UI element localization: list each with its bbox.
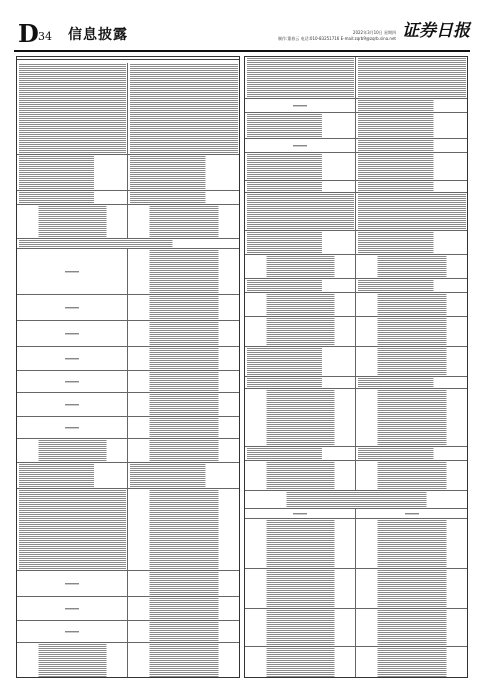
text-block — [130, 322, 238, 345]
table-row — [245, 57, 467, 99]
date-line: 2022年3月10日 星期四 — [352, 30, 396, 35]
text-block — [247, 378, 354, 387]
table-row — [17, 205, 239, 239]
table-cell — [128, 249, 239, 294]
table-cell — [356, 647, 467, 678]
text-block — [358, 58, 466, 97]
table-row — [245, 255, 467, 279]
row-label — [293, 145, 307, 146]
table-row — [245, 519, 467, 569]
text-block — [19, 206, 126, 237]
table-cell — [17, 321, 128, 346]
table-cell — [128, 63, 239, 154]
text-block — [358, 182, 466, 191]
table-cell — [17, 249, 128, 294]
table-cell — [356, 509, 467, 518]
table-cell — [245, 57, 356, 98]
section-title: 信息披露 — [68, 27, 128, 43]
row-label — [65, 427, 79, 428]
text-block — [130, 296, 238, 319]
text-block — [130, 372, 238, 391]
text-block — [247, 448, 354, 459]
table-row — [17, 393, 239, 417]
table-cell — [17, 489, 128, 570]
table-cell — [128, 155, 239, 190]
table-cell — [356, 57, 467, 98]
text-block — [19, 240, 238, 247]
table-row — [245, 347, 467, 377]
disclosure-table-left — [16, 56, 240, 678]
table-row — [245, 609, 467, 647]
table-cell — [245, 99, 356, 112]
text-block — [358, 280, 466, 291]
section-number: 34 — [38, 30, 52, 43]
row-label — [65, 381, 79, 382]
table-cell — [245, 491, 467, 508]
table-row — [17, 347, 239, 371]
row-label — [65, 358, 79, 359]
table-cell — [356, 153, 467, 180]
table-cell — [128, 463, 239, 488]
table-cell — [356, 447, 467, 460]
text-block — [130, 490, 238, 569]
table-row — [245, 231, 467, 255]
text-block — [358, 378, 466, 387]
table-row — [17, 571, 239, 597]
text-block — [247, 232, 354, 253]
contact-line: 制作:董春云 电话:010-83251716 E-mail:zqrb9@zqrb.sina.net — [277, 36, 396, 41]
table-cell — [245, 609, 356, 646]
table-cell — [17, 597, 128, 620]
table-cell — [356, 609, 467, 646]
table-cell — [128, 643, 239, 678]
text-block — [19, 192, 126, 203]
table-cell — [128, 417, 239, 438]
text-block — [247, 114, 354, 137]
table-row — [17, 295, 239, 321]
table-cell — [356, 113, 467, 138]
table-cell — [356, 519, 467, 568]
table-cell — [356, 139, 467, 152]
text-block — [358, 256, 466, 277]
table-cell — [245, 389, 356, 446]
text-block — [247, 194, 354, 229]
text-block — [247, 348, 354, 375]
table-cell — [356, 347, 467, 376]
text-block — [358, 100, 466, 111]
table-cell — [245, 461, 356, 490]
table-row — [17, 489, 239, 571]
table-cell — [17, 571, 128, 596]
text-block — [19, 156, 126, 189]
table-cell — [356, 569, 467, 608]
table-row — [17, 155, 239, 191]
table-cell — [17, 63, 128, 154]
table-row — [245, 113, 467, 139]
table-cell — [128, 205, 239, 238]
table-cell — [17, 463, 128, 488]
text-block — [130, 418, 238, 437]
table-row — [17, 249, 239, 295]
table-cell — [245, 377, 356, 388]
row-label — [293, 105, 307, 106]
table-cell — [245, 193, 356, 230]
header-rule — [14, 50, 470, 52]
section-letter: D — [18, 19, 39, 48]
text-block — [130, 464, 238, 487]
table-cell — [128, 489, 239, 570]
row-label — [65, 404, 79, 405]
text-block — [247, 280, 354, 291]
table-cell — [17, 417, 128, 438]
text-block — [247, 390, 354, 445]
text-block — [247, 58, 354, 97]
table-cell — [128, 295, 239, 320]
table-cell — [128, 597, 239, 620]
table-row — [245, 317, 467, 347]
text-block — [19, 490, 126, 569]
table-cell — [17, 393, 128, 416]
table-cell — [356, 389, 467, 446]
table-cell — [245, 647, 356, 678]
table-cell — [17, 191, 128, 204]
table-cell — [356, 279, 467, 292]
row-label — [65, 583, 79, 584]
text-block — [19, 440, 126, 461]
text-block — [358, 648, 466, 678]
masthead — [14, 18, 470, 48]
text-block — [247, 462, 354, 489]
text-block — [247, 182, 354, 191]
table-cell — [245, 255, 356, 278]
text-block — [358, 318, 466, 345]
table-cell — [128, 621, 239, 642]
table-cell — [17, 205, 128, 238]
table-cell — [356, 293, 467, 316]
table-cell — [356, 231, 467, 254]
table-row — [245, 139, 467, 153]
table-cell — [245, 293, 356, 316]
table-cell — [356, 377, 467, 388]
text-block — [130, 440, 238, 461]
row-label — [293, 513, 307, 514]
text-block — [130, 156, 238, 189]
text-block — [358, 232, 466, 253]
text-block — [247, 318, 354, 345]
notice-heading — [17, 57, 239, 60]
table-cell — [245, 153, 356, 180]
table-row — [245, 461, 467, 491]
row-label — [65, 333, 79, 334]
table-row — [245, 569, 467, 609]
table-row — [245, 447, 467, 461]
text-block — [130, 250, 238, 293]
text-block — [358, 610, 466, 645]
table-row — [245, 293, 467, 317]
table-row — [17, 239, 239, 249]
text-block — [130, 394, 238, 415]
table-cell — [356, 193, 467, 230]
table-cell — [17, 621, 128, 642]
text-block — [130, 644, 238, 678]
text-block — [247, 648, 354, 678]
table-cell — [128, 321, 239, 346]
table-cell — [245, 279, 356, 292]
table-row — [245, 153, 467, 181]
table-row — [245, 279, 467, 293]
text-block — [247, 610, 354, 645]
table-cell — [17, 371, 128, 392]
table-cell — [17, 643, 128, 678]
text-block — [358, 520, 466, 567]
table-cell — [356, 181, 467, 192]
table-row — [245, 647, 467, 678]
table-cell — [245, 519, 356, 568]
text-block — [358, 448, 466, 459]
text-block — [358, 294, 466, 315]
table-cell — [17, 439, 128, 462]
text-block — [358, 194, 466, 229]
table-cell — [17, 155, 128, 190]
table-cell — [128, 571, 239, 596]
table-cell — [128, 393, 239, 416]
table-cell — [128, 347, 239, 370]
table-cell — [128, 191, 239, 204]
table-cell — [17, 239, 239, 248]
table-cell — [128, 439, 239, 462]
text-block — [19, 464, 126, 487]
text-block — [130, 622, 238, 641]
row-label — [65, 608, 79, 609]
row-label — [65, 631, 79, 632]
table-row — [17, 371, 239, 393]
text-block — [358, 348, 466, 375]
table-row — [17, 463, 239, 489]
table-cell — [17, 347, 128, 370]
row-label — [405, 513, 419, 514]
text-block — [358, 570, 466, 607]
text-block — [130, 572, 238, 595]
text-block — [358, 114, 466, 137]
table-cell — [245, 317, 356, 346]
table-row — [17, 191, 239, 205]
table-cell — [245, 231, 356, 254]
table-cell — [128, 371, 239, 392]
table-row — [245, 389, 467, 447]
table-row — [17, 439, 239, 463]
text-block — [358, 390, 466, 445]
text-block — [247, 294, 354, 315]
table-row — [245, 509, 467, 519]
text-block — [130, 206, 238, 237]
text-block — [130, 348, 238, 369]
table-cell — [356, 461, 467, 490]
text-block — [19, 644, 126, 678]
table-cell — [245, 569, 356, 608]
table-cell — [245, 509, 356, 518]
text-block — [247, 256, 354, 277]
table-cell — [356, 99, 467, 112]
table-row — [17, 643, 239, 678]
text-block — [247, 154, 354, 179]
table-cell — [17, 295, 128, 320]
table-cell — [245, 447, 356, 460]
text-block — [358, 140, 466, 151]
text-block — [130, 192, 238, 203]
text-block — [19, 64, 126, 153]
table-row — [245, 99, 467, 113]
text-block — [247, 570, 354, 607]
table-cell — [245, 139, 356, 152]
table-row — [17, 417, 239, 439]
row-label — [65, 307, 79, 308]
table-row — [245, 181, 467, 193]
paper-logo: 证券日报 — [402, 21, 470, 41]
text-block — [358, 154, 466, 179]
disclosure-table-right — [244, 56, 468, 678]
table-cell — [245, 181, 356, 192]
table-cell — [245, 347, 356, 376]
text-block — [130, 598, 238, 619]
row-label — [65, 271, 79, 272]
text-block — [358, 462, 466, 489]
table-row — [245, 377, 467, 389]
table-row — [245, 193, 467, 231]
table-row — [17, 321, 239, 347]
text-block — [247, 492, 466, 507]
table-cell — [356, 317, 467, 346]
table-row — [17, 597, 239, 621]
table-row — [245, 491, 467, 509]
text-block — [247, 520, 354, 567]
table-row — [17, 63, 239, 155]
text-block — [130, 64, 238, 153]
table-cell — [245, 113, 356, 138]
table-row — [17, 621, 239, 643]
table-cell — [356, 255, 467, 278]
